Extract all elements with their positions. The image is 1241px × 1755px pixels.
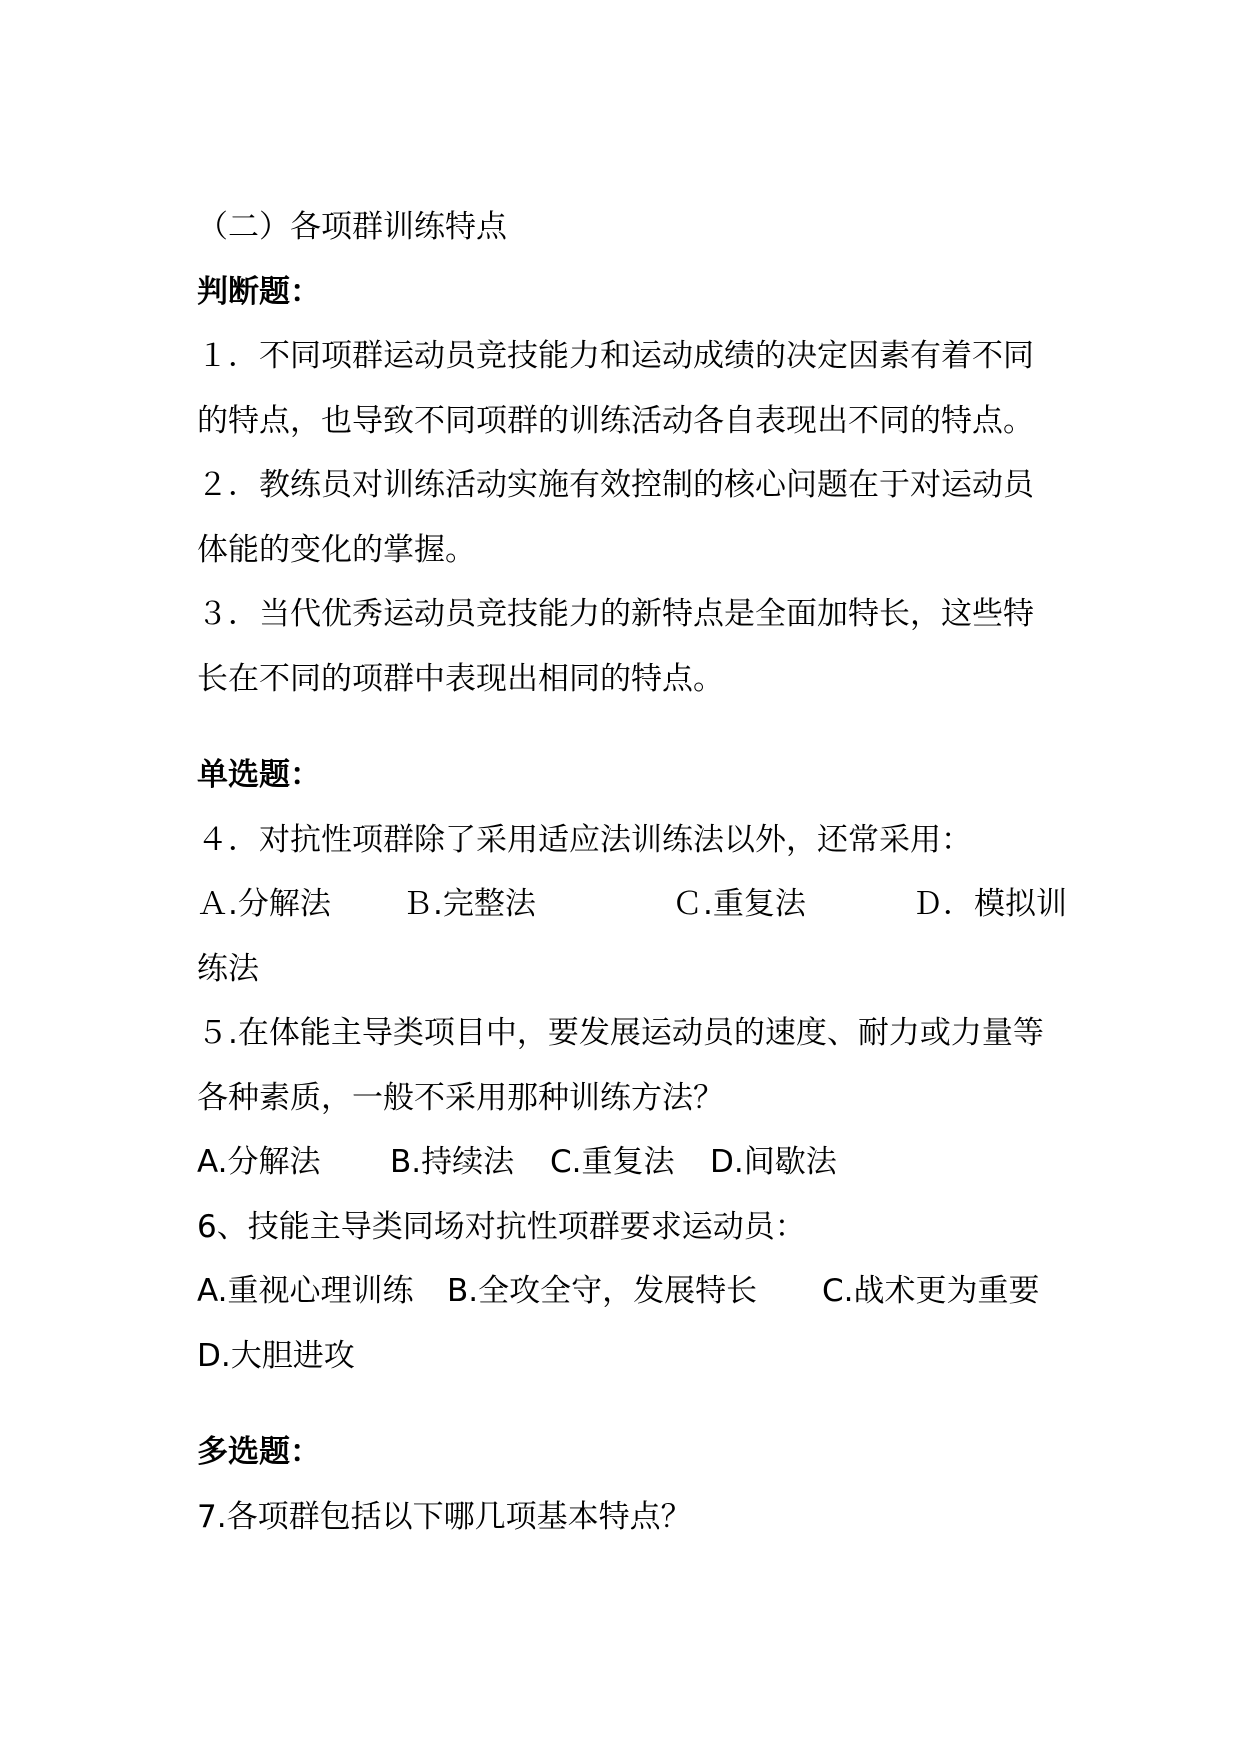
- question-4: ４．对抗性项群除了采用适应法训练法以外，还常采用：: [197, 821, 972, 858]
- question-4-option-b: Ｂ.完整法: [402, 886, 536, 922]
- question-1-line-1: １．不同项群运动员竞技能力和运动成绩的决定因素有着不同: [197, 338, 1034, 374]
- question-6-option-a: A.重视心理训练: [197, 1273, 414, 1309]
- question-6-option-c: C.战术更为重要: [822, 1273, 1040, 1309]
- question-6-options: [197, 1259, 1097, 1324]
- question-2-line-2: 体能的变化的掌握。: [197, 531, 476, 568]
- question-6-option-d: D.大胆进攻: [197, 1337, 355, 1374]
- question-4-option-c: Ｃ.重复法: [672, 886, 806, 922]
- section-gap: [197, 1388, 1097, 1420]
- question-5-line-2: 各种素质，一般不采用那种训练方法？: [197, 1079, 724, 1116]
- single-choice-heading: 单选题：: [197, 757, 321, 793]
- question-7: 7.各项群包括以下哪几项基本特点？: [197, 1498, 692, 1535]
- question-4-option-d-continued: 练法: [197, 950, 259, 987]
- judgement-heading: 判断题：: [197, 273, 321, 310]
- section-title: （二）各项群训练特点: [197, 209, 507, 245]
- question-3-line-2: 长在不同的项群中表现出相同的特点。: [197, 660, 724, 697]
- question-5-option-d: D.间歇法: [710, 1144, 837, 1180]
- multiple-choice-heading: 多选题：: [197, 1434, 321, 1470]
- question-1-line-2: 的特点，也导致不同项群的训练活动各自表现出不同的特点。: [197, 402, 1034, 439]
- question-4-options: [197, 872, 1097, 937]
- question-6: 6、技能主导类同场对抗性项群要求运动员：: [197, 1208, 806, 1245]
- question-5-option-c: C.重复法: [550, 1144, 675, 1180]
- question-5-option-a: A.分解法: [197, 1144, 321, 1180]
- question-2-line-1: ２．教练员对训练活动实施有效控制的核心问题在于对运动员: [197, 467, 1034, 503]
- question-4-option-d: Ｄ．模拟训: [912, 886, 1067, 922]
- question-5-line-1: ５.在体能主导类项目中，要发展运动员的速度、耐力或力量等: [197, 1015, 1044, 1051]
- question-5-option-b: B.持续法: [390, 1144, 515, 1180]
- section-gap: [197, 711, 1097, 743]
- question-6-option-b: B.全攻全守，发展特长: [447, 1273, 758, 1309]
- question-5-options: [197, 1130, 1097, 1195]
- question-4-option-a: Ａ.分解法: [197, 886, 331, 922]
- document-content: [197, 195, 1097, 1549]
- question-3-line-1: ３．当代优秀运动员竞技能力的新特点是全面加特长，这些特: [197, 596, 1034, 632]
